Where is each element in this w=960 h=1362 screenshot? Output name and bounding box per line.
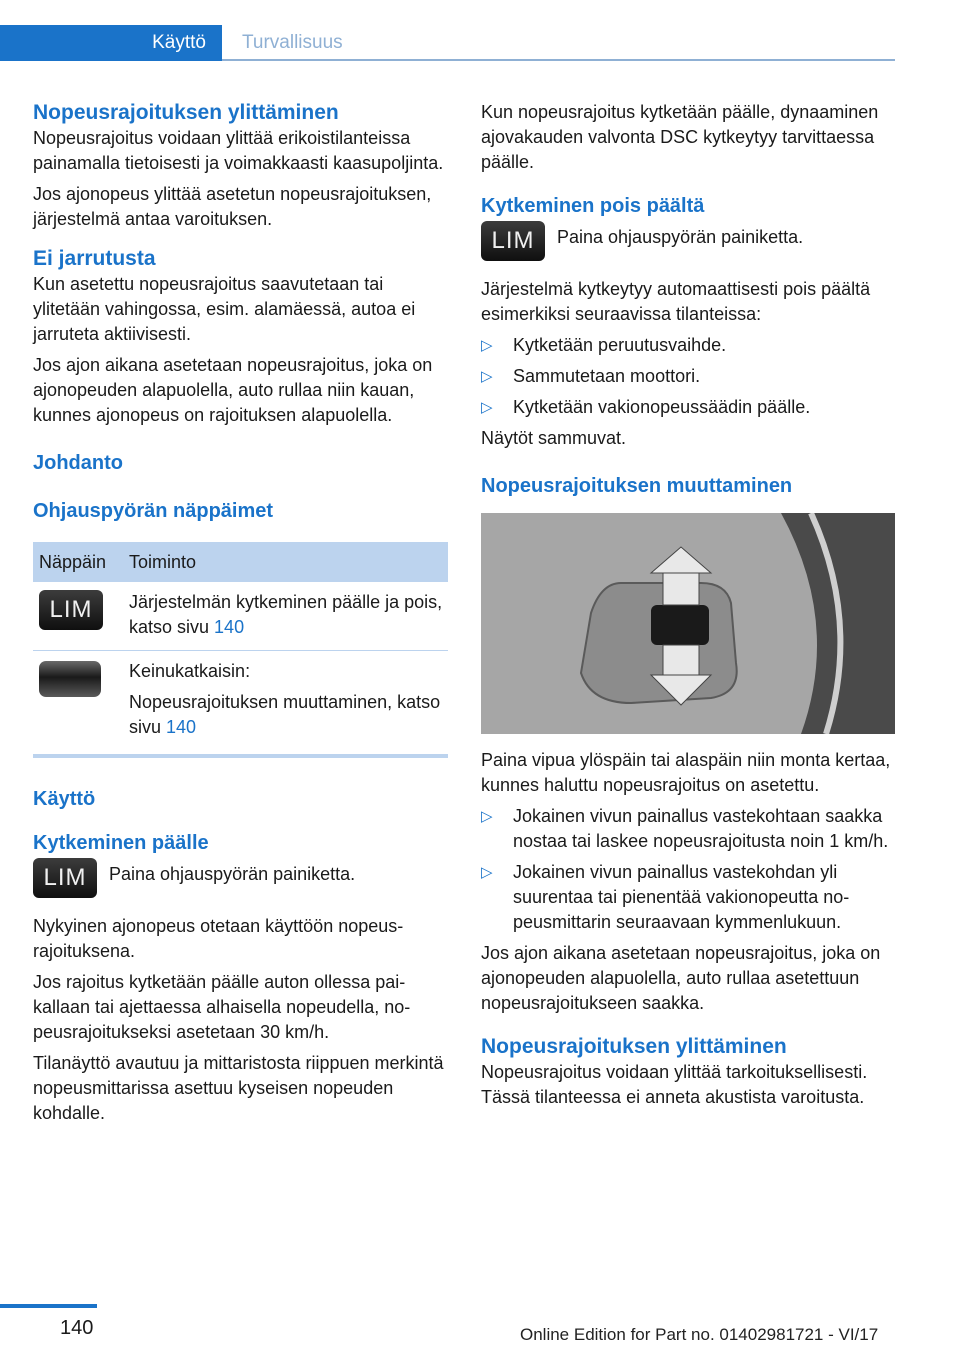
row-text: Nopeusrajoituksen muuttaminen, katso sivu	[129, 692, 441, 737]
lim-button-icon: LIM	[39, 590, 103, 630]
paragraph: Nopeusrajoitus voidaan ylittää tarkoituksellisesti. Tässä tilanteessa ei anneta akustista varoitusta.	[481, 1062, 868, 1107]
header-rule	[222, 59, 895, 61]
triangle-bullet-icon: ▷	[481, 808, 493, 825]
paragraph: Nykyinen ajonopeus otetaan käyttöön nopeusrajoituksena.	[33, 916, 404, 961]
triangle-bullet-icon: ▷	[481, 337, 493, 354]
bullet-list	[481, 333, 895, 420]
rocker-switch-icon	[39, 661, 101, 697]
section-title: Nopeusrajoituksen ylittäminen	[33, 101, 339, 124]
page-link[interactable]: 140	[166, 717, 197, 737]
bullet-list	[481, 804, 895, 935]
table-header: Toiminto	[123, 542, 448, 582]
table-header: Näppäin	[33, 542, 123, 582]
section-title: Kytkeminen päälle	[33, 832, 209, 854]
header-bar	[0, 25, 895, 61]
footer-edition: Online Edition for Part no. 01402981721 - VI/17	[520, 1325, 879, 1344]
triangle-bullet-icon: ▷	[481, 864, 493, 881]
steering-wheel-lever-photo	[481, 513, 895, 734]
paragraph: Jos rajoitus kytketään päälle auton ollessa paikallaan tai ajettaessa alhaisella nopeudella, nopeusrajoitukseksi asetetaan 30 km/h.	[33, 972, 411, 1042]
tab-kaytto[interactable]	[0, 25, 222, 61]
page-number-rule	[0, 1304, 97, 1308]
row-text: Järjestelmän kytkeminen päälle ja pois, katso sivu	[129, 592, 443, 637]
triangle-bullet-icon: ▷	[481, 399, 493, 416]
left-column	[33, 100, 448, 1126]
lim-button-icon: LIM	[33, 858, 97, 898]
triangle-bullet-icon: ▷	[481, 368, 493, 385]
section-title: Nopeusrajoituksen muuttaminen	[481, 475, 793, 497]
list-item: ▷ Kytketään peruutusvaihde.	[481, 333, 895, 358]
list-item: ▷ Sammutetaan moottori.	[481, 364, 895, 389]
list-item: ▷ Jokainen vivun painallus vastekohtaan saakka nostaa tai laskee nopeusrajoitusta noin 1 km/h.	[481, 806, 889, 851]
section-title: Nopeusrajoituksen ylittäminen	[481, 1035, 787, 1058]
paragraph: Kun asetettu nopeusrajoitus saavutetaan tai ylitetään vahingossa, esim. alamäessä, autoa ei jarruteta aktiivisesti.	[33, 274, 416, 344]
section-title: Kytkeminen pois päältä	[481, 195, 705, 217]
paragraph: Jos ajon aikana asetetaan nopeusrajoitus, joka on ajonopeuden alapuolella, auto rullaa asetettuun nopeusrajoitukseen saakka.	[481, 943, 881, 1013]
paragraph: Paina vipua ylöspäin tai alaspäin niin monta kertaa, kunnes haluttu nopeusrajoitus on asetettu.	[481, 750, 891, 795]
icon-instruction	[481, 225, 895, 261]
section-title: Johdanto	[33, 452, 123, 474]
paragraph: Nopeusrajoitus voidaan ylittää erikoistilanteissa painamalla tietoisesti ja voimakkaasti kaasupoljinta.	[33, 128, 444, 173]
paragraph: Kun nopeusrajoitus kytketään päälle, dynaaminen ajovakauden valvonta DSC kytkeytyy tarvittaessa päälle.	[481, 102, 879, 172]
list-item: ▷ Kytketään vakionopeussäädin päälle.	[481, 395, 895, 420]
right-column	[481, 100, 895, 1110]
tab-kaytto-label: Käyttö	[152, 32, 206, 53]
tab-turvallisuus[interactable]: Turvallisuus	[242, 32, 343, 53]
paragraph: Näytöt sammuvat.	[481, 428, 627, 448]
table-row	[33, 582, 448, 651]
icon-instruction	[33, 862, 448, 898]
section-title: Ohjauspyörän näppäimet	[33, 500, 274, 522]
instruction-text: Paina ohjauspyörän painiketta.	[109, 864, 356, 884]
page-link[interactable]: 140	[214, 617, 245, 637]
paragraph: Tilanäyttö avautuu ja mittaristosta riippuen merkintä nopeusmittarissa asettuu kyseisen nopeuden kohdalle.	[33, 1053, 444, 1123]
instruction-text: Paina ohjauspyörän painiketta.	[557, 227, 804, 247]
row-title: Keinukatkaisin:	[129, 661, 251, 681]
section-title: Käyttö	[33, 788, 96, 810]
paragraph: Jos ajonopeus ylittää asetetun nopeusrajoituksen, järjestelmä antaa varoituksen.	[33, 184, 432, 229]
page-number: 140	[60, 1317, 94, 1339]
lim-button-icon: LIM	[481, 221, 545, 261]
paragraph: Jos ajon aikana asetetaan nopeusrajoitus, joka on ajonopeuden alapuolella, auto rullaa niin kauan, kunnes ajonopeus on rajoituksen alapuolella.	[33, 355, 433, 425]
section-title: Ei jarrutusta	[33, 247, 156, 270]
paragraph: Järjestelmä kytkeytyy automaattisesti pois päältä esimerkiksi seuraavissa tilanteissa:	[481, 279, 871, 324]
table-row	[33, 651, 448, 757]
buttons-table	[33, 542, 448, 758]
list-item: ▷ Jokainen vivun painallus vastekohdan yli suurentaa tai pienentää vakionopeutta nopeusmittarin seuraavaan kymmenlukuun.	[481, 862, 850, 932]
